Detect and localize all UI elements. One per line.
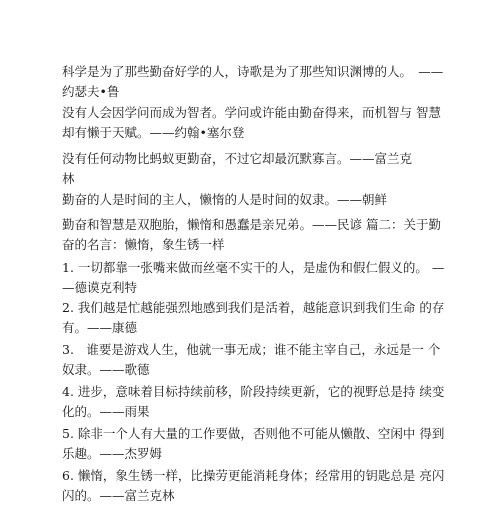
text-line: 没有人会因学问而成为智者。学问或许能由勤奋得来，而机智与 智慧 <box>62 105 441 120</box>
text-line: 2. 我们越是忙越能强烈地感到我们是活着，越能意识到我们生命 的存 <box>62 300 445 315</box>
text-line: 约瑟夫•鲁 <box>62 84 120 99</box>
text-line: 勤奋和智慧是双胞胎，懒惰和愚蠢是亲兄弟。——民谚 篇二：关于勤 <box>62 217 441 232</box>
text-line: 奴隶。——歌德 <box>62 362 150 377</box>
text-line: 1. 一切都靠一张嘴来做而丝毫不实干的人，是虚伪和假仁假义的。 — <box>62 260 445 275</box>
text-line: 奋的名言：懒惰，象生锈一样 <box>62 237 225 252</box>
quote-paragraph <box>62 62 442 102</box>
quote-paragraph <box>62 103 442 143</box>
numbered-quote-1 <box>62 258 445 298</box>
text-line: 林 <box>62 171 75 186</box>
quote-paragraph <box>62 215 442 255</box>
quote-paragraph <box>62 149 442 189</box>
text-line: 化的。——雨果 <box>62 404 150 419</box>
numbered-quote-4 <box>62 382 445 422</box>
text-line: 科学是为了那些勤奋好学的人，诗歌是为了那些知识渊博的人。 —— <box>62 64 444 79</box>
text-line: 却有懒于天赋。——约翰•塞尔登 <box>62 125 245 140</box>
numbered-quote-6 <box>62 466 445 506</box>
text-line: 5. 除非一个人有大量的工作要做，否则他不可能从懒散、空闲中 得到 <box>62 426 445 441</box>
text-line: 3. 谁要是游戏人生，他就一事无成；谁不能主宰自己，永远是一 个 <box>62 342 441 357</box>
text-line: —德谟克利特 <box>62 280 138 295</box>
text-line: 闪的。——富兰克林 <box>62 488 175 503</box>
text-line: 没有任何动物比蚂蚁更勤奋，不过它却最沉默寡言。——富兰克 <box>62 151 413 166</box>
text-line: 乐趣。——杰罗姆 <box>62 446 163 461</box>
text-line: 有。——康德 <box>62 320 138 335</box>
quote-paragraph <box>62 190 442 210</box>
numbered-quote-5 <box>62 424 445 464</box>
text-line: 6. 懒惰，象生锈一样，比操劳更能消耗身体；经常用的钥匙总是 亮闪 <box>62 468 445 483</box>
text-line: 勤奋的人是时间的主人，懒惰的人是时间的奴隶。——朝鲜 <box>62 192 388 207</box>
text-line: 4. 进步，意味着目标持续前移，阶段持续更新，它的视野总是持 续变 <box>62 384 445 399</box>
numbered-quote-3 <box>62 340 442 380</box>
numbered-quote-2 <box>62 298 445 338</box>
